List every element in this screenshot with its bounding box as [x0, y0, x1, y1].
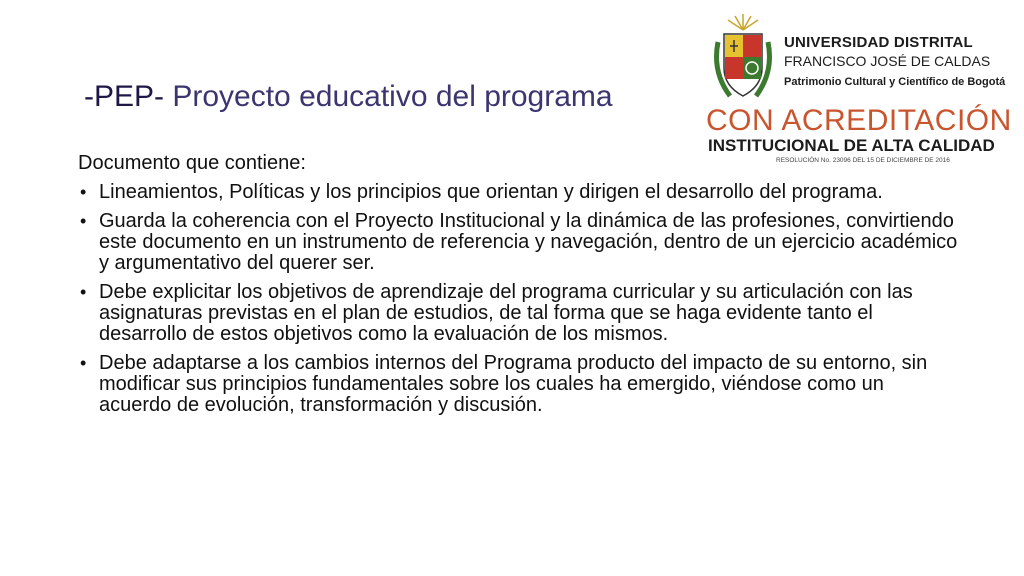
bullet-icon: •	[80, 182, 87, 202]
bullet-text: Debe explicitar los objetivos de aprendizaje del programa curricular y su articulación con las asignaturas previstas en el plan de estudios, de tal forma que se haga evidente tanto el desarrollo de estos objetivos como la evaluación de los mismos.	[99, 281, 913, 345]
intro-text: Documento que contiene:	[78, 152, 306, 174]
list-item	[78, 282, 958, 345]
university-subname: FRANCISCO JOSÉ DE CALDAS	[784, 53, 991, 69]
title-text: Proyecto educativo del programa	[164, 80, 613, 113]
bullet-list	[78, 182, 958, 416]
accreditation-title: CON ACREDITACIÓN	[706, 104, 1012, 137]
slide-title	[84, 80, 613, 114]
bullet-icon: •	[80, 282, 87, 302]
slide-body	[78, 153, 958, 424]
bullet-text: Lineamientos, Políticas y los principios que orientan y dirigen el desarrollo del programa.	[99, 181, 883, 203]
bullet-text: Debe adaptarse a los cambios internos del Programa producto del impacto de su entorno, sin modificar sus principios fundamentales sobre los cuales ha emergido, viéndose como un acuerdo de evolución, transformación y discusión.	[99, 352, 928, 416]
title-prefix: -PEP-	[84, 80, 165, 113]
accreditation-resolution: RESOLUCIÓN No. 23096 DEL 15 DE DICIEMBRE DE 2016	[776, 157, 950, 164]
university-logo	[706, 6, 1012, 166]
university-tagline: Patrimonio Cultural y Científico de Bogotá	[784, 76, 1006, 88]
university-name: UNIVERSIDAD DISTRITAL	[784, 34, 973, 51]
bullet-icon: •	[80, 353, 87, 373]
list-item	[78, 182, 958, 203]
list-item	[78, 211, 958, 274]
bullet-text: Guarda la coherencia con el Proyecto Institucional y la dinámica de las profesiones, convirtiendo este documento en un instrumento de referencia y navegación, dentro de un ejercicio académico y argumentativo del querer ser.	[99, 210, 958, 274]
bullet-icon: •	[80, 211, 87, 231]
accreditation-subtitle: INSTITUCIONAL DE ALTA CALIDAD	[708, 136, 995, 155]
list-item	[78, 353, 958, 416]
university-crest-icon	[710, 12, 776, 104]
